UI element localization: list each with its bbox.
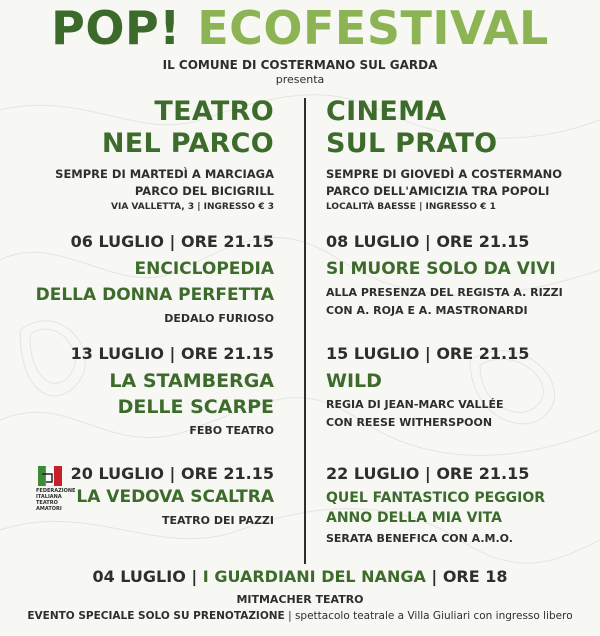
event-time: ORE 21.15 [180,344,274,363]
cinema-section-title: CINEMA SUL PRATO [326,96,498,159]
event-date: 06 LUGLIO [70,232,164,251]
theatre-event-1 [20,232,274,328]
cinema-event-2 [326,344,590,432]
event-date: 20 LUGLIO [70,464,164,483]
event-details: ALLA PRESENZA DEL REGISTA A. RIZZI CON A. ROJA E A. MASTRONARDI [326,286,563,317]
special-note: EVENTO SPECIALE SOLO SU PRENOTAZIONE | spettacolo teatrale a Villa Giuliari con ingresso libero [27,610,573,622]
cinema-venue-detail: LOCALITÀ BAESSE | INGRESSO € 1 [326,202,496,212]
special-note-bold: EVENTO SPECIALE SOLO SU PRENOTAZIONE [27,610,285,622]
theatre-venue: SEMPRE DI MARTEDÌ A MARCIAGA PARCO DEL BICIGRILL [55,167,274,198]
special-date: 04 LUGLIO [92,567,186,586]
event-time: ORE 21.15 [180,464,274,483]
event-date-line: 22 LUGLIO | ORE 21.15 [326,464,530,483]
special-time: ORE 18 [442,567,508,586]
event-company: FEBO TEATRO [189,424,274,437]
special-title: I GUARDIANI DEL NANGA [202,567,426,586]
event-title: WILD [326,370,382,392]
event-company: DEDALO FURIOSO [164,312,274,325]
column-divider [304,98,306,564]
title-pop: POP! [51,1,181,55]
event-date: 22 LUGLIO [326,464,420,483]
event-title: QUEL FANTASTICO PEGGIOR ANNO DELLA MIA VITA [326,490,546,526]
event-details: SERATA BENEFICA CON A.M.O. [326,532,513,545]
event-time: ORE 21.15 [436,464,530,483]
organizer: IL COMUNE DI COSTERMANO SUL GARDA [162,58,438,72]
cinema-event-3 [326,464,590,548]
event-date: 13 LUGLIO [70,344,164,363]
event-time: ORE 21.15 [180,232,274,251]
event-details: REGIA DI JEAN-MARC VALLÉE CON REESE WITHERSPOON [326,398,504,429]
cinema-column [326,96,590,545]
fita-logo-text: FEDERAZIONE ITALIANA TEATRO AMATORI [36,488,76,512]
festival-title [0,2,600,54]
special-company: MITMACHER TEATRO [236,593,364,606]
special-note-text: spettacolo teatrale a Villa Giuliari con ingresso libero [294,610,573,622]
event-title: ENCICLOPEDIA DELLA DONNA PERFETTA [35,259,274,305]
event-date-line: 13 LUGLIO | ORE 21.15 [70,344,274,363]
event-company: TEATRO DEI PAZZI [161,514,274,527]
special-event-line: 04 LUGLIO | I GUARDIANI DEL NANGA | ORE 18 [92,567,508,586]
cinema-event-1 [326,232,590,320]
event-title: LA STAMBERGA DELLE SCARPE [109,370,274,418]
theatre-venue-detail: VIA VALLETTA, 3 | INGRESSO € 3 [111,202,274,212]
theatre-section-title: TEATRO NEL PARCO [101,96,274,159]
presents-label: presenta [275,73,325,86]
theatre-event-2 [20,344,274,440]
event-date-line: 08 LUGLIO | ORE 21.15 [326,232,530,251]
event-date-line: 15 LUGLIO | ORE 21.15 [326,344,530,363]
event-date-line: 20 LUGLIO | ORE 21.15 [70,464,274,483]
event-date: 15 LUGLIO [326,344,420,363]
event-time: ORE 21.15 [436,232,530,251]
cinema-venue: SEMPRE DI GIOVEDÌ A COSTERMANO PARCO DELL'AMICIZIA TRA POPOLI [326,167,563,198]
event-time: ORE 21.15 [436,344,530,363]
event-date: 08 LUGLIO [326,232,420,251]
event-title: LA VEDOVA SCALTRA [76,487,274,507]
event-date-line: 06 LUGLIO | ORE 21.15 [70,232,274,251]
event-title: SI MUORE SOLO DA VIVI [326,259,556,279]
title-ecofestival: ECOFESTIVAL [197,1,549,55]
